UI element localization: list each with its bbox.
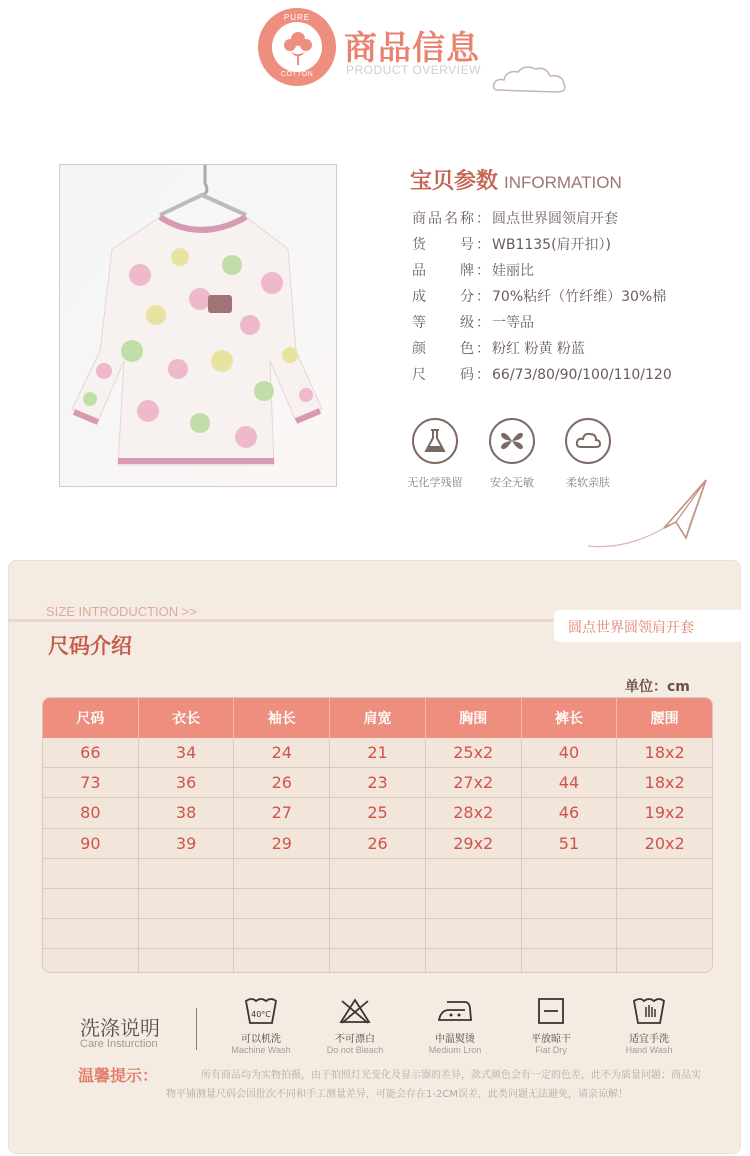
info-value: 娃丽比 — [492, 263, 534, 279]
table-cell — [330, 859, 426, 888]
table-cell — [522, 919, 618, 948]
wash-temp: 40°C — [251, 1010, 271, 1019]
unit-label: 单位：cm — [625, 679, 690, 695]
table-cell: 18x2 — [644, 743, 685, 763]
cotton-flower-icon — [280, 28, 316, 66]
info-row-size — [412, 364, 672, 390]
info-row-name — [412, 208, 672, 234]
table-row — [43, 919, 712, 949]
table-cell — [522, 949, 618, 973]
logo-text-top: PURE — [283, 13, 311, 22]
table-cell — [43, 859, 139, 888]
table-cell: 26 — [234, 768, 330, 797]
table-row — [43, 798, 712, 828]
info-title-en: INFORMATION — [504, 173, 622, 192]
size-table-header — [43, 698, 712, 738]
table-cell — [617, 949, 712, 973]
paper-plane-icon — [586, 478, 716, 550]
table-cell: 44 — [522, 768, 618, 797]
table-cell — [617, 919, 712, 948]
info-colon: ： — [476, 315, 490, 331]
info-colon: ： — [476, 341, 490, 357]
care-label: 可以机洗 — [241, 1034, 281, 1045]
care-divider — [196, 1008, 197, 1050]
table-cell: 46 — [522, 798, 618, 827]
product-name-tag — [554, 610, 744, 642]
table-cell — [426, 949, 522, 973]
info-colon: ： — [476, 367, 490, 383]
care-item-no-bleach — [310, 996, 400, 1055]
info-value: 圆点世界圆领肩开套 — [492, 211, 618, 227]
table-cell — [139, 949, 235, 973]
table-cell — [139, 889, 235, 918]
table-cell: 51 — [522, 829, 618, 858]
table-cell — [426, 889, 522, 918]
col-header: 尺码 — [43, 698, 139, 738]
table-cell — [330, 889, 426, 918]
table-cell: 26 — [330, 829, 426, 858]
table-cell: 27 — [234, 798, 330, 827]
care-item-flat-dry — [506, 996, 596, 1055]
care-item-iron — [410, 996, 500, 1055]
size-table-body — [43, 738, 712, 973]
col-header: 衣长 — [139, 698, 235, 738]
table-cell — [234, 889, 330, 918]
table-cell — [139, 859, 235, 888]
info-row-grade — [412, 312, 672, 338]
table-row — [43, 768, 712, 798]
table-cell — [426, 919, 522, 948]
iron-icon — [410, 996, 500, 1026]
table-cell — [617, 859, 712, 888]
care-title: 洗涤说明 — [80, 1016, 160, 1040]
feature-label: 柔软亲肤 — [566, 476, 610, 489]
table-cell — [522, 889, 618, 918]
cloud-doodle-icon — [490, 60, 570, 100]
table-cell: 21 — [330, 738, 426, 767]
col-header: 腰围 — [650, 711, 679, 727]
table-cell — [139, 919, 235, 948]
table-row — [43, 829, 712, 859]
table-cell — [522, 859, 618, 888]
size-table — [42, 697, 713, 973]
size-title: 尺码介绍 — [48, 634, 132, 658]
table-cell: 27x2 — [426, 768, 522, 797]
table-cell — [426, 859, 522, 888]
care-label: 适宜手洗 — [629, 1034, 669, 1045]
info-title-cn: 宝贝参数 — [410, 169, 499, 194]
info-colon: ： — [476, 263, 490, 279]
info-label: 颜色 — [412, 341, 474, 357]
table-cell: 40 — [522, 738, 618, 767]
info-value: WB1135(肩开扣）) — [492, 237, 611, 253]
shirt-illustration — [60, 165, 336, 486]
hand-wash-icon — [604, 996, 694, 1026]
info-colon: ： — [476, 211, 490, 227]
info-row-material — [412, 286, 672, 312]
table-cell: 80 — [43, 798, 139, 827]
info-colon: ： — [476, 237, 490, 253]
product-name: 圆点世界圆领肩开套 — [568, 620, 694, 636]
care-label-en: Hand Wash — [625, 1045, 673, 1055]
table-cell: 29x2 — [426, 829, 522, 858]
feature-label: 无化学残留 — [407, 476, 463, 489]
feature-safe — [477, 418, 547, 490]
leaf-icon — [489, 418, 535, 464]
table-cell — [234, 919, 330, 948]
section-subtitle: PRODUCT OVERVIEW — [346, 63, 481, 77]
table-cell: 34 — [139, 738, 235, 767]
table-cell: 23 — [330, 768, 426, 797]
machine-wash-icon — [216, 996, 306, 1026]
info-label: 成分 — [412, 289, 474, 305]
care-label: 平放晾干 — [531, 1034, 571, 1045]
info-value: 70%粘纤（竹纤维）30%棉 — [492, 289, 667, 305]
care-label-en: Do not Bleach — [326, 1045, 384, 1055]
info-colon: ： — [476, 289, 490, 305]
info-row-sku — [412, 234, 672, 260]
table-cell — [43, 889, 139, 918]
care-label-en: Medium Lron — [428, 1045, 482, 1055]
table-cell: 25x2 — [426, 738, 522, 767]
care-item-machine-wash — [216, 996, 306, 1055]
table-cell: 24 — [234, 738, 330, 767]
care-label-en: Machine Wash — [231, 1045, 291, 1055]
info-title — [410, 164, 622, 195]
section-title: 商品信息 — [344, 28, 480, 67]
cloud-icon — [565, 418, 611, 464]
feature-label: 安全无敏 — [490, 476, 534, 489]
col-header: 肩宽 — [330, 698, 426, 738]
col-header: 袖长 — [234, 698, 330, 738]
flat-dry-icon — [506, 996, 596, 1026]
table-cell: 38 — [139, 798, 235, 827]
table-cell: 18x2 — [644, 773, 685, 793]
info-value: 66/73/80/90/100/110/120 — [492, 367, 672, 383]
info-row-brand — [412, 260, 672, 286]
table-cell: 19x2 — [644, 803, 685, 823]
logo-text-bottom: COTTON — [280, 71, 314, 78]
col-header: 裤长 — [522, 698, 618, 738]
info-label: 等级 — [412, 315, 474, 331]
tip-text: 所有商品均为实物拍摄，由于拍照灯光变化及显示器的差异，款式颜色会有一定的色差，此不为质量问题；商品实物平铺测量尺码会因批次不同和手工测量差异，可能会存在1-2CM误差，此类问题无法避免，请亲谅解！ — [166, 1070, 701, 1100]
feature-no-chemical — [400, 418, 470, 490]
info-row-color — [412, 338, 672, 364]
table-cell: 39 — [139, 829, 235, 858]
product-photo — [59, 164, 337, 487]
table-cell: 36 — [139, 768, 235, 797]
care-label: 中温熨烫 — [435, 1034, 475, 1045]
care-title-en: Care Insturction — [80, 1038, 158, 1050]
info-label: 品牌 — [412, 263, 474, 279]
table-cell — [43, 949, 139, 973]
flask-icon — [412, 418, 458, 464]
care-label-en: Flat Dry — [535, 1045, 567, 1055]
table-cell — [330, 949, 426, 973]
table-cell: 25 — [330, 798, 426, 827]
info-value: 粉红 粉黄 粉蓝 — [492, 341, 585, 357]
table-cell — [617, 889, 712, 918]
table-row — [43, 859, 712, 889]
table-cell: 90 — [43, 829, 139, 858]
info-label: 尺码 — [412, 367, 474, 383]
care-label: 不可漂白 — [335, 1034, 375, 1045]
table-cell: 66 — [43, 738, 139, 767]
table-cell — [330, 919, 426, 948]
col-header: 胸围 — [426, 698, 522, 738]
table-row — [43, 949, 712, 973]
table-cell: 73 — [43, 768, 139, 797]
care-item-hand-wash — [604, 996, 694, 1055]
table-row — [43, 738, 712, 768]
table-cell — [43, 919, 139, 948]
info-value: 一等品 — [492, 315, 534, 331]
table-cell: 28x2 — [426, 798, 522, 827]
table-cell — [234, 949, 330, 973]
table-cell: 20x2 — [644, 833, 685, 853]
table-row — [43, 889, 712, 919]
size-title-en: SIZE INTRODUCTION >> — [46, 604, 197, 619]
no-bleach-icon — [310, 996, 400, 1026]
info-list — [412, 208, 672, 390]
table-cell: 29 — [234, 829, 330, 858]
info-label: 商品名称 — [412, 211, 474, 227]
info-label: 货号 — [412, 237, 474, 253]
table-cell — [234, 859, 330, 888]
tip-label: 温馨提示： — [78, 1066, 159, 1085]
